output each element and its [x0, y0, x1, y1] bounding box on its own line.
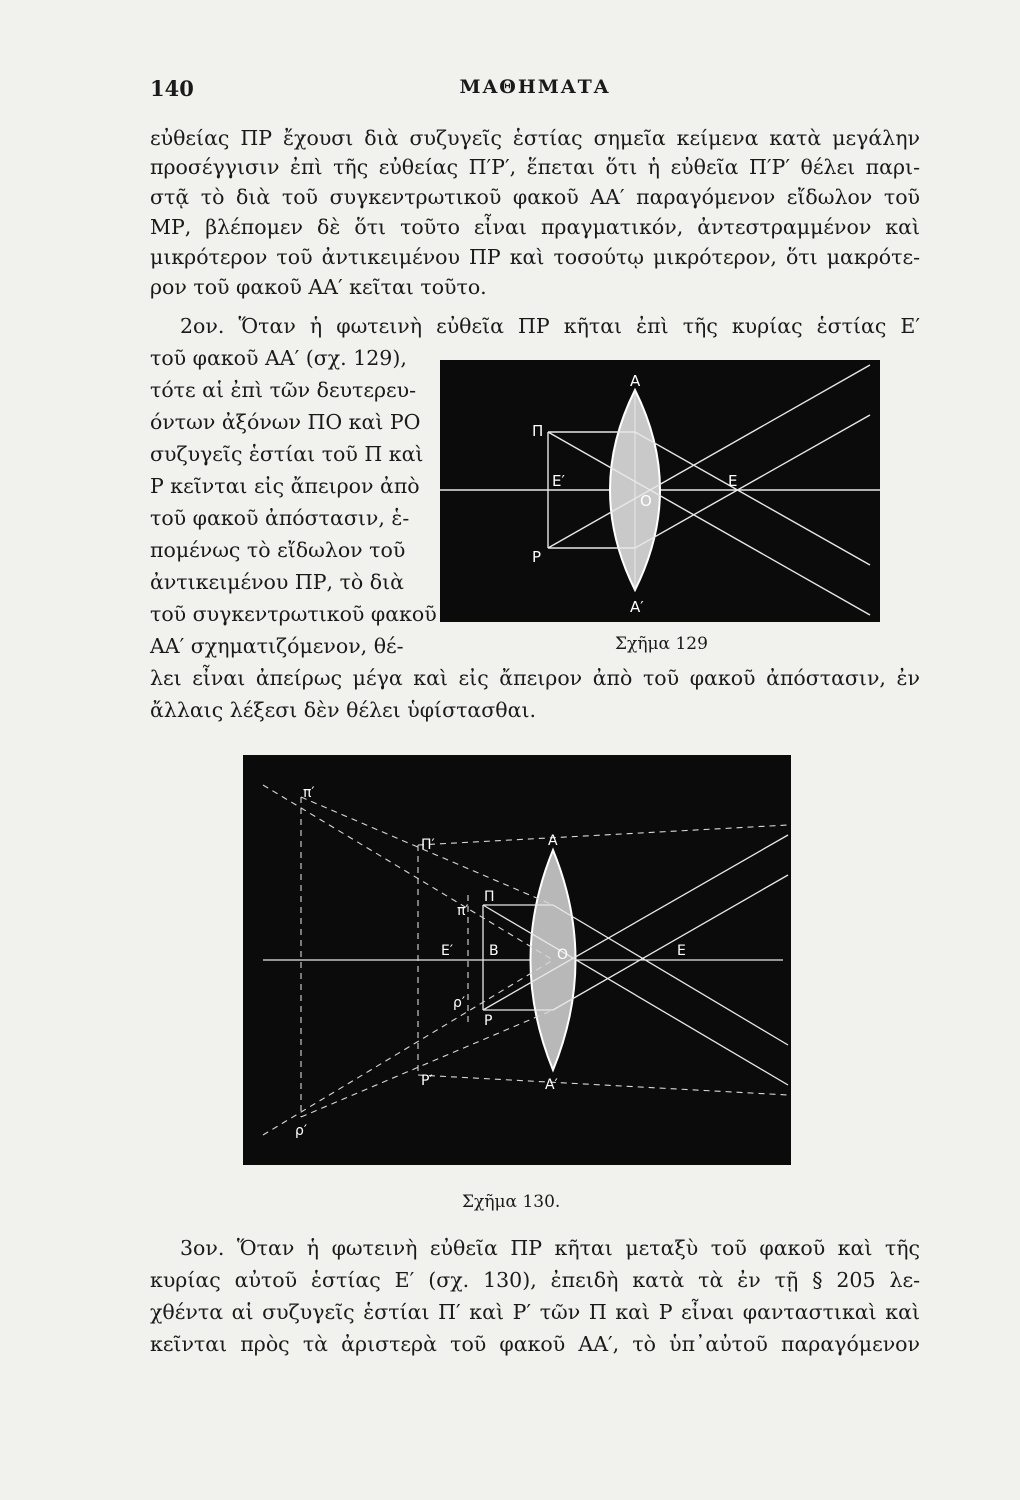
text-line: ΜΡ, βλέπομεν δὲ ὅτι τοῦτο εἶναι πραγματικόν, ἀντεστραμμένον καὶ [150, 215, 920, 239]
label-B: Β [489, 943, 499, 959]
dashed-ray [418, 1075, 788, 1095]
text-line: εὐθείας ΠΡ ἔχουσι διὰ συζυγεῖς ἑστίας σημεῖα κείμενα κατὰ μεγάλην [150, 126, 920, 150]
ray [548, 432, 870, 615]
ray [553, 905, 788, 1045]
label-P: Π [484, 889, 495, 905]
text-line: χθέντα αἱ συζυγεῖς ἑστίαι Π′ καὶ Ρ′ τῶν Π καὶ Ρ εἶναι φανταστικαὶ καὶ [150, 1300, 920, 1324]
ray [635, 432, 870, 565]
label-R: Ρ [484, 1013, 493, 1029]
text-line: ἄλλαις λέξεσι δὲν θέλει ὑφίστασθαι. [150, 698, 536, 722]
label-E: Ε [677, 943, 686, 959]
label-R: Ρ [532, 548, 542, 566]
label-pi-prime-far: π′ [303, 785, 315, 801]
label-P-prime: Π′ [421, 837, 435, 853]
text-line: κυρίας αὐτοῦ ἑστίας Ε′ (σχ. 130), ἐπειδὴ κατὰ τὰ ἐν τῇ § 205 λε- [150, 1268, 920, 1292]
text-line: όντων ἀξόνων ΠΟ καὶ ΡΟ [150, 410, 421, 434]
text-line: λει εἶναι ἀπείρως μέγα καὶ εἰς ἄπειρον ἀπὸ τοῦ φακοῦ ἀπόστασιν, ἐν [150, 666, 920, 690]
label-O: Ο [640, 492, 652, 510]
label-E-prime: Ε′ [441, 943, 454, 959]
text-line: συζυγεῖς ἑστίαι τοῦ Π καὶ [150, 442, 424, 466]
ray [635, 415, 870, 548]
page-header [150, 76, 920, 106]
ray [483, 905, 788, 1085]
text-line: Ρ κεῖνται εἰς ἄπειρον ἀπὸ [150, 474, 420, 498]
figure-129-diagram [440, 360, 880, 622]
label-O: Ο [557, 947, 569, 963]
figure-129-caption: Σχῆμα 129 [615, 634, 708, 654]
dashed-ray [263, 785, 553, 960]
text-line: 3ον. Ὅταν ἡ φωτεινὴ εὐθεῖα ΠΡ κῆται μεταξὺ τοῦ φακοῦ καὶ τῆς [180, 1236, 920, 1260]
label-pi-prime-near: π′ [457, 903, 469, 919]
text-line: στᾷ τὸ διὰ τοῦ συγκεντρωτικοῦ φακοῦ ΑΑ′ παραγόμενον εἴδωλον τοῦ [150, 185, 920, 209]
text-line: πομένως τὸ εἴδωλον τοῦ [150, 538, 406, 562]
page-number: 140 [150, 76, 194, 101]
label-A: Α [630, 372, 641, 390]
text-line: ἀντικειμένου ΠΡ, τὸ διὰ [150, 570, 405, 594]
text-line: μικρότερον τοῦ ἀντικειμένου ΠΡ καὶ τοσούτῳ μικρότερον, ὅτι μακρότε- [150, 245, 920, 269]
label-rho-prime-far: ρ′ [295, 1123, 308, 1139]
ray [483, 835, 788, 1010]
label-R-prime: Ρ′ [421, 1073, 433, 1089]
text-line: ρον τοῦ φακοῦ ΑΑ′ κεῖται τοῦτο. [150, 275, 487, 299]
text-line: προσέγγισιν ἐπὶ τῆς εὐθείας Π′Ρ′, ἕπεται ὅτι ἡ εὐθεῖα Π′Ρ′ θέλει παρι- [150, 155, 920, 179]
label-A: Α [548, 833, 558, 849]
lens-shape [531, 850, 576, 1070]
label-E: Ε [728, 472, 738, 490]
dashed-ray [263, 960, 553, 1135]
label-A-prime: Α′ [630, 598, 644, 616]
text-line: τοῦ φακοῦ ἀπόστασιν, ἑ- [150, 506, 410, 530]
ray [548, 365, 870, 548]
ray [553, 875, 788, 1010]
dashed-ray [301, 1010, 553, 1117]
label-E-prime: Ε′ [552, 472, 565, 490]
label-rho-prime-near: ρ′ [453, 995, 466, 1011]
text-line: τοῦ συγκεντρωτικοῦ φακοῦ [150, 602, 437, 626]
text-line: κεῖνται πρὸς τὰ ἀριστερὰ τοῦ φακοῦ ΑΑ′, τὸ ὑπ᾽αὐτοῦ παραγόμενον [150, 1332, 920, 1356]
text-line: ΑΑ′ σχηματιζόμενον, θέ- [150, 634, 404, 658]
label-A-prime: Α′ [545, 1077, 558, 1093]
dashed-ray [418, 825, 788, 845]
text-line: τοῦ φακοῦ ΑΑ′ (σχ. 129), [150, 346, 407, 370]
text-line: 2ον. Ὅταν ἡ φωτεινὴ εὐθεῖα ΠΡ κῆται ἐπὶ τῆς κυρίας ἑστίας Ε′ [180, 314, 920, 338]
text-line: τότε αἱ ἐπὶ τῶν δευτερευ- [150, 378, 417, 402]
figure-129 [440, 360, 880, 622]
label-P: Π [532, 422, 544, 440]
figure-130-caption: Σχῆμα 130. [462, 1192, 561, 1212]
figure-130 [243, 755, 791, 1165]
figure-130-diagram [243, 755, 791, 1165]
running-title: ΜΑΘΗΜΑΤΑ [459, 76, 611, 98]
